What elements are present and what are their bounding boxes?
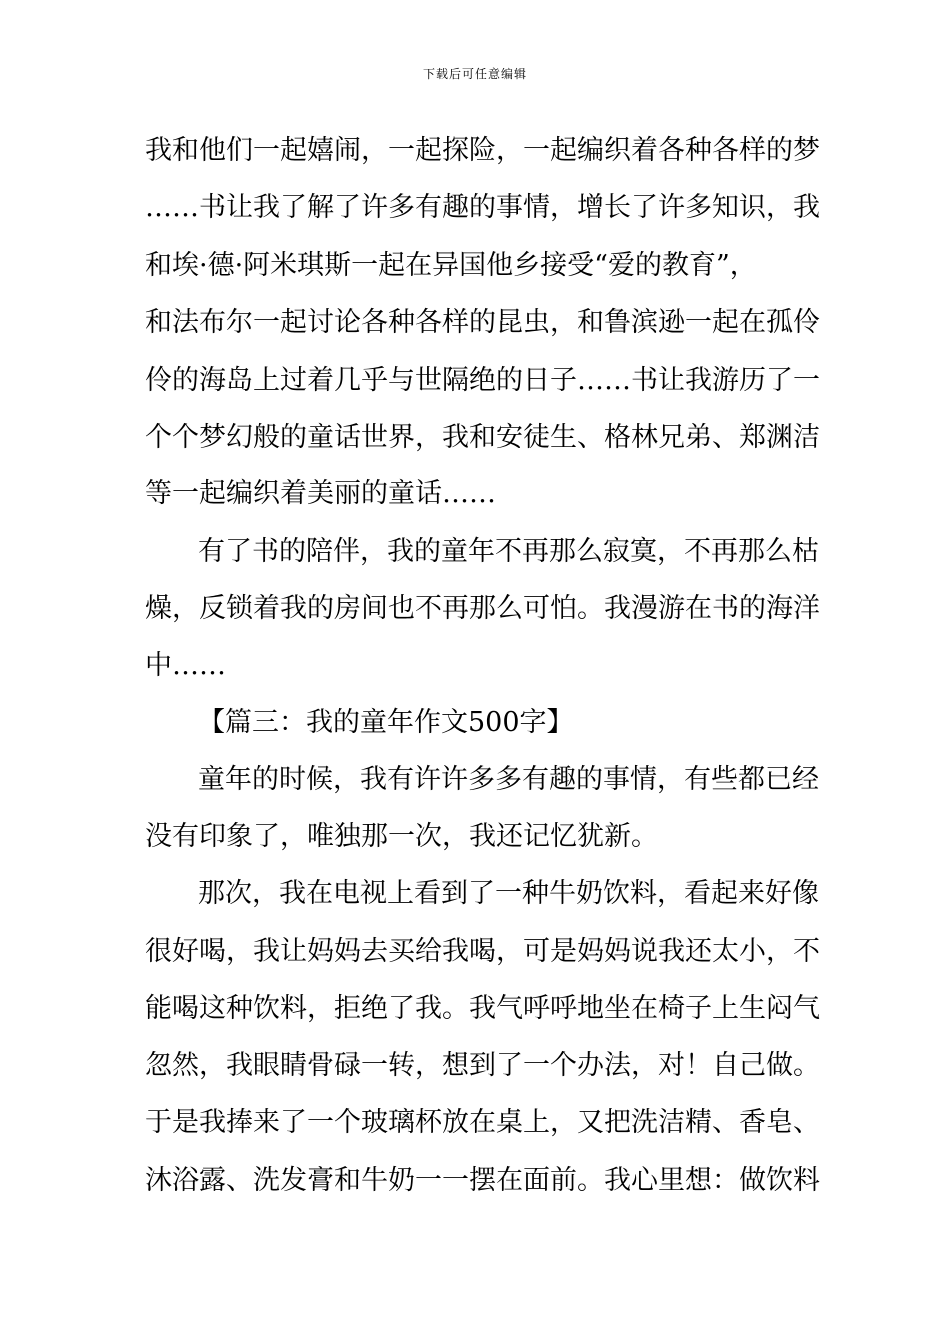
- text-line: 于是我捧来了一个玻璃杯放在桌上，又把洗洁精、香皂、: [145, 1107, 820, 1138]
- text-line: ……书让我了解了许多有趣的事情，增长了许多知识，我: [145, 192, 820, 223]
- text-line: 沐浴露、洗发膏和牛奶一一摆在面前。我心里想：做饮料: [145, 1165, 820, 1196]
- section-heading: 【篇三：我的童年作文500字】: [198, 707, 574, 738]
- text-line: 和法布尔一起讨论各种各样的昆虫，和鲁滨逊一起在孤伶: [145, 307, 820, 338]
- text-line: 等一起编织着美丽的童话……: [145, 478, 496, 509]
- paragraph-first-line: 有了书的陪伴，我的童年不再那么寂寞，不再那么枯: [198, 536, 819, 567]
- text-line: 燥，反锁着我的房间也不再那么可怕。我漫游在书的海洋: [145, 593, 820, 624]
- paragraph-first-line: 那次，我在电视上看到了一种牛奶饮料，看起来好像: [198, 878, 819, 909]
- text-line: 忽然，我眼睛骨碌一转，想到了一个办法，对！自己做。: [145, 1050, 820, 1081]
- text-line: 我和他们一起嬉闹，一起探险，一起编织着各种各样的梦: [145, 135, 820, 166]
- text-line: 能喝这种饮料，拒绝了我。我气呼呼地坐在椅子上生闷气: [145, 993, 820, 1024]
- text-line: 个个梦幻般的童话世界，我和安徒生、格林兄弟、郑渊洁: [145, 422, 820, 453]
- text-line: 中……: [145, 650, 226, 681]
- page-header: 下载后可任意编辑: [422, 67, 527, 81]
- paragraph-first-line: 童年的时候，我有许许多多有趣的事情，有些都已经: [198, 764, 819, 795]
- text-line: 伶的海岛上过着几乎与世隔绝的日子……书让我游历了一: [145, 365, 820, 396]
- text-line: 很好喝，我让妈妈去买给我喝，可是妈妈说我还太小，不: [145, 936, 820, 967]
- text-line: 没有印象了，唯独那一次，我还记忆犹新。: [145, 821, 658, 852]
- text-line: 和埃·德·阿米琪斯一起在异国他乡接受“爱的教育”，: [145, 250, 757, 281]
